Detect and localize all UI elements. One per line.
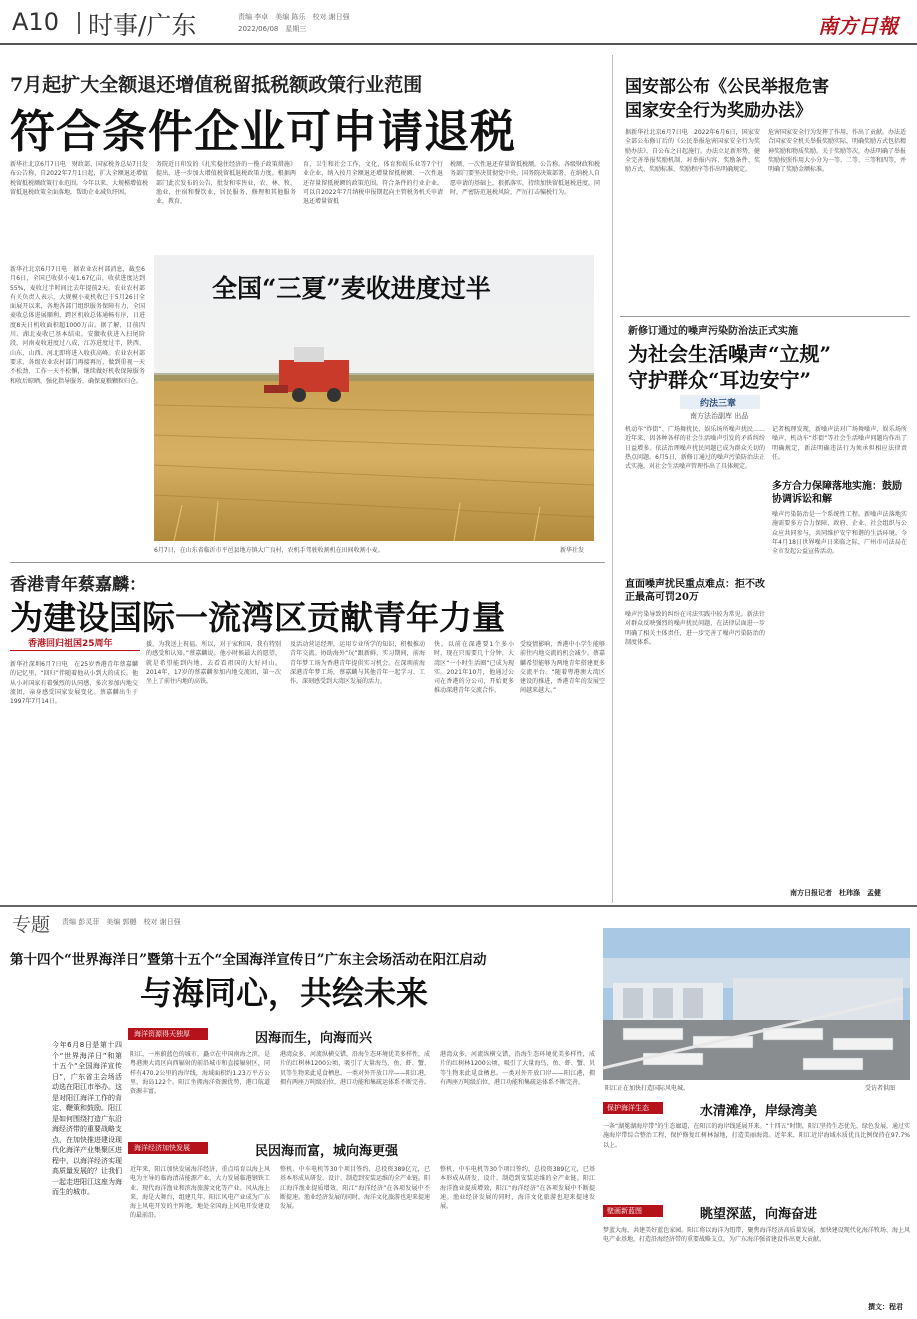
wind-factory-photo [603, 928, 910, 1080]
s1-body-2: 港湾众多，河流纵横交错，沿海生态环境优美多样性，成片的红树林1200公顷，吸引了大量海鸟、鱼、虾、蟹、贝等生物来此觅食栖息。一类对外开放口岸——阳江港，拥有两座万吨级泊位，港口功能和集疏运体系不断完善。 [280, 1051, 430, 1086]
s4-title: 眺望深蓝，向海奋进 [700, 1207, 818, 1222]
section-divider [78, 12, 80, 34]
noise-title-2: 守护群众“耳边安宁” [628, 368, 812, 392]
harvest-photo [154, 255, 594, 541]
editor-meta: 责编 李卓 美编 陈乐 校对 谢日强 [238, 13, 350, 21]
hk-kicker: 香港青年蔡嘉麟： [10, 575, 146, 595]
s3-body: 一条“湖冕湖海岸带”的生态廊道，在阳江的海岸线延展开来。“十四五”时期，阳江坚持生态优先、绿色发展，通过实施海岸带综合整治工程，保护修复红树林湿地，打造美丽海湾。近年来，阳江近岸海域水质优良比例保持在97.7%以上。 [603, 1123, 910, 1149]
tax-kicker: 7月起扩大全额退还增值税留抵税额政策行业范围 [10, 74, 423, 96]
nsb-col-1: 据新华社北京6月7日电 2022年6月6日，国家安全部公布修订后的《公民举报危害国家安全行为奖励办法》，自公布之日起施行。办法立足新形势，健全完善举报奖励机制，对举报内容、奖励条件、奖励方式、奖励标准、奖励程序等作出明确规定。 [625, 129, 760, 174]
noise-col-3: 记者梳理发现，新噪声法对广场舞噪声、娱乐场所噪声、机动车“炸街”等社会生活噪声问题均作出了明确规定，新法明确违法行为须承担相应法律责任。 [772, 426, 907, 461]
zhuanti-meta: 责编 彭灵菲 美编 郭樾 校对 谢日强 [62, 918, 181, 926]
s1-tag: 海洋资源得天独厚 [134, 1030, 190, 1038]
tax-col-1: 新华社北京6月7日电 财政部、国家税务总局7日发布公告称，自2022年7月1日起，扩大全额退还增值税留抵税额政策行业范围。今年以来，大规模增值税留抵退税政策全面落地，帮助企业减负纾困。 [10, 161, 148, 196]
photo-credit: 受访者供图 [865, 1085, 896, 1092]
page-header [0, 0, 917, 50]
harvest-body: 新华社北京6月7日电 据农业农村部消息，截至6月6日，全国已收获小麦1.67亿亩，收获进度达到55%，麦收过半时间比去年提前2天。农业农村部有关负责人表示，大规模小麦机收已于5月26日全面展开以来，各地各部门组织服务保障有力，全国麦收总体进展顺利，跨区机收总体通畅有序，日进度8天日机收面积超1000万亩。据了解，目前四川、湖北麦收已基本结束，安徽收获进入扫尾阶段，河南麦收进度过八成，江苏进度过半，陕西、山东、山西、河北即将进入收获高峰。农业农村部要求，各级农业农村部门再接再厉，做到重视一天不松劲、工作一天不松懈，继续做好机收保障服务和收后晾晒，强化指导服务，确保夏粮颗粒归仓。 [10, 266, 145, 385]
ocean-mid-col-2: 整机、中车电机等30个项目签约，总投资389亿元，已基本形成从研发、设计、制造到安装运维的全产业链。阳江海洋渔业提质增效，阳江“海洋经济”在各项发展中不断提速。渔业经济发展的同时，海洋文化旅游也迎来提速发展。 [440, 1166, 595, 1211]
hk-tag-rule [10, 650, 140, 651]
photo-caption: 阳江正在加快打造国际风电城。 [605, 1085, 690, 1092]
zhuanti-label: 专题 [12, 914, 51, 936]
nsb-kicker-2: 国家安全行为奖励办法》 [625, 101, 812, 121]
hk-col-1: 新华社深圳6月7日电 在25岁香港青年蔡嘉麟的记忆里，“回归”伴随着他从小到大的成长。他从小对国家有着强烈的认同感，多次参加内地交流团，亲身感受国家发展变化。蔡嘉麟出生于1997年7月14日。 [10, 661, 138, 706]
noise-credit: 南方日报记者 杜玮涤 孟健 [790, 889, 881, 897]
ocean-lead: 今年6月8日是第十四个“世界海洋日”和第十五个“全国海洋宣传日”，广东省主会场活动选在阳江市举办。这是对阳江海洋工作的肯定、鞭策和鼓励。阳江是如何围绕打造广东沿海经济带的重要战略支点，在加快推进建设现代化海洋产业集聚区进程中，以海洋经济实现高质量发展的？让我们一起走进阳江这座为海而生的城市。 [52, 1041, 122, 1196]
noise-byline-2: 南方法治副库 出品 [690, 412, 749, 420]
nsb-kicker: 国安部公布《公民举报危害 [625, 77, 829, 97]
right-column-divider [612, 55, 613, 903]
tax-article [10, 55, 610, 255]
s2-body-2: 整机、中车电机等30个项目签约，总投资389亿元，已基本形成从研发、设计、制造到安装运维的全产业链。阳江海洋渔业提质增效，阳江“海洋经济”在各项发展中不断提速。渔业经济发展的同时，海洋文化旅游也迎来提速发展。 [280, 1166, 430, 1211]
noise-kicker: 新修订通过的噪声污染防治法正式实施 [628, 326, 798, 337]
hk-col-3: 及活动营运经理，运用专业所学的知识，积极推动青年交流。协助海外“玩”跟新鲜，实习期间，前海青年梦工场为香港青年提供实习机会。在深圳前海深港青年梦工场，蔡嘉麟与其他青年一起学习、工作，深刻感受到大湾区发展的活力。 [290, 641, 425, 686]
s4-tag: 壁画新蓝图 [607, 1207, 642, 1215]
noise-col-2: 噪声污染导致的纠纷在司法实践中较为常见。新法针对群众反映强烈的噪声扰民问题，在法律层面进一步明确了相关主体责任，进一步完善了噪声污染防治的制度体系。 [625, 611, 765, 646]
s3-tag: 保护海洋生态 [607, 1104, 649, 1112]
tax-col-4: 税额、一次性退还存量留抵税额。公告称，各级财政和税务部门要坚决贯彻党中央、国务院决策部署，在纳税人自愿申请的基础上，狠抓落实，持续加快留抵退税进度。同时，严密防范退税风险，严厉打击骗税行为。 [450, 161, 600, 196]
harvest-caption: 6月7日，在山东省临沂市平邑县地方镇大广良村，农机手驾驶收割机在田间收割小麦。 [154, 547, 384, 554]
hk-col-5: 受疫情影响，香港中小学生能够前往内地交流的机会减少。蔡嘉麟希望能够为两地青年搭建更多交流平台。“随着粤港澳大湾区建设的推进，香港青年的发展空间越来越大。” [520, 641, 605, 695]
hk-title: 为建设国际一流湾区贡献青年力量 [10, 598, 505, 637]
s3-title: 水清滩净，岸绿湾美 [700, 1104, 818, 1119]
nsb-col-2: 危害国家安全行为发挥了作用，作出了贡献。办法适合国家安全机关举报奖励实际，明确奖励方式包括精神奖励和物质奖励。关于奖励等次，办法明确了举报奖励按照作用大小分为一等、二等、三等和四等，并明确了奖励金额标准。 [768, 129, 906, 174]
noise-col-1: 机动车“炸街”、广场舞扰民、娱乐场所噪声扰民……近年来，因各种各样的社会生活噪声引发的矛盾纠纷日益增多。依法治理噪声扰民问题已成为群众关切的热点问题。6月5日，新修订通过的噪声污染防治法正式实施，对社会生活噪声管理作出了具体规定。 [625, 426, 765, 471]
hk-tag: 香港回归祖国25周年 [28, 639, 113, 649]
s2-tag: 海洋经济加快发展 [134, 1144, 190, 1152]
hk-col-4: 快。以前在深港要1个多小时，现在只需要几十分钟，大湾区“一小时生活圈”已成为现实。2021年10月，他通过公司在香港的分公司，开始更多推动深港青年交流合作。 [434, 641, 514, 695]
hk-top-rule [10, 562, 605, 563]
harvest-title: 全国“三夏”麦收进度过半 [212, 274, 491, 303]
page-number: A10 [12, 8, 59, 36]
noise-subhead-2: 多方合力保障落地实施：鼓励协调诉讼和解 [772, 481, 902, 505]
noise-col-4: 噪声污染防治是一个系统性工程。新噪声法落地实施需要多方合力保障，政府、企业、社会组织与公众应共同参与，共同维护安宁和谐的生活环境。今年4月18日世界噪声日来临之际，广州市司法局在全市发起公益宣传活动。 [772, 511, 907, 556]
zhuanti-rule [0, 905, 917, 907]
tax-col-2: 务院近日印发的《扎实稳住经济的一揽子政策措施》提出，进一步加大增值税留抵退税政策力度。根据两部门此次发布的公告，批发和零售业，农、林、牧、渔业，住宿和餐饮业，居民服务、修理和其他服务业，教育， [156, 161, 296, 206]
noise-title-1: 为社会生活噪声“立规” [628, 342, 832, 366]
date-meta: 2022/06/08 星期三 [238, 25, 307, 33]
tax-col-3: 育，卫生和社会工作，文化、体育和娱乐业等7个行业企业，纳入按月全额退还增量留抵税额、一次性退还存量留抵税额的政策范围。符合条件的行业企业，可以自2022年7月纳税申报期起向主管税务机关申请退还增量留抵 [303, 161, 443, 206]
noise-subhead-1: 直面噪声扰民重点难点：拒不改正最高可罚20万 [625, 579, 765, 603]
s1-title: 因海而生，向海而兴 [255, 1031, 373, 1046]
s4-body: 梦蓝大海，共建美好蓝色家园。阳江将以海洋为纽带，聚焦海洋经济高质量发展，加快建设现代化海洋牧场、海上风电产业基地，打造沿海经济带的重要战略支点，为广东海洋强省建设作出更大贡献。 [603, 1227, 910, 1244]
header-rule [0, 43, 917, 45]
noise-byline: 约法三章 [700, 399, 737, 409]
end-credit: 撰文：程君 [868, 1303, 903, 1311]
tax-title: 符合条件企业可申请退税 [10, 105, 517, 158]
ocean-mid-col: 港湾众多，河流纵横交错，沿海生态环境优美多样性，成片的红树林1200公顷，吸引了大量海鸟、鱼、虾、蟹、贝等生物来此觅食栖息。一类对外开放口岸——阳江港，拥有两座万吨级泊位，港口功能和集疏运体系不断完善。 [440, 1051, 595, 1086]
noise-top-rule [620, 316, 910, 317]
s1-body: 阳江，一座蔚蓝色的城市，矗立在中国南海之滨，是粤港澳大湾区向西辐射的前沿城市和直接辐射区，同样有470.2公里的海岸线，海域面积约1.23万平方公里，海岛122个。阳江坐拥海洋资源优势，港口航道资源丰富。 [130, 1051, 270, 1096]
wind-power-plant-image [603, 928, 910, 1080]
s2-body: 近年来，阳江加快发展海洋经济，重点培育以海上风电为主导的临海清洁能源产业，大力发展临港钢铁工业、现代海洋渔业和滨海旅游文化等产业。风从海上来，海是大舞台，组建几年，阳江风电产业成为广东海上风电开发的主阵地，地处全国海上风电开发建设的最前沿。 [130, 1166, 270, 1220]
s2-title: 民因海而富，城向海更强 [255, 1144, 399, 1159]
section-name: 时事/广东 [88, 11, 197, 40]
ocean-kicker: 第十四个“世界海洋日”暨第十五个“全国海洋宣传日”广东主会场活动在阳江启动 [10, 952, 487, 968]
hk-col-2: 援，为我送上祝福。所以，对于家和国，我有特别的感受和认知。”蔡嘉麟说。他小时候最大的愿望，就是希望能到内地，去看看祖国的大好河山。2014年，17岁的蔡嘉麟参加内地交流团，第一次坐上了前往内地的高铁。 [146, 641, 281, 686]
ocean-title: 与海同心，共绘未来 [140, 974, 429, 1012]
newspaper-logo: 南方日報 [818, 14, 898, 38]
harvest-credit: 新华社发 [560, 547, 585, 554]
